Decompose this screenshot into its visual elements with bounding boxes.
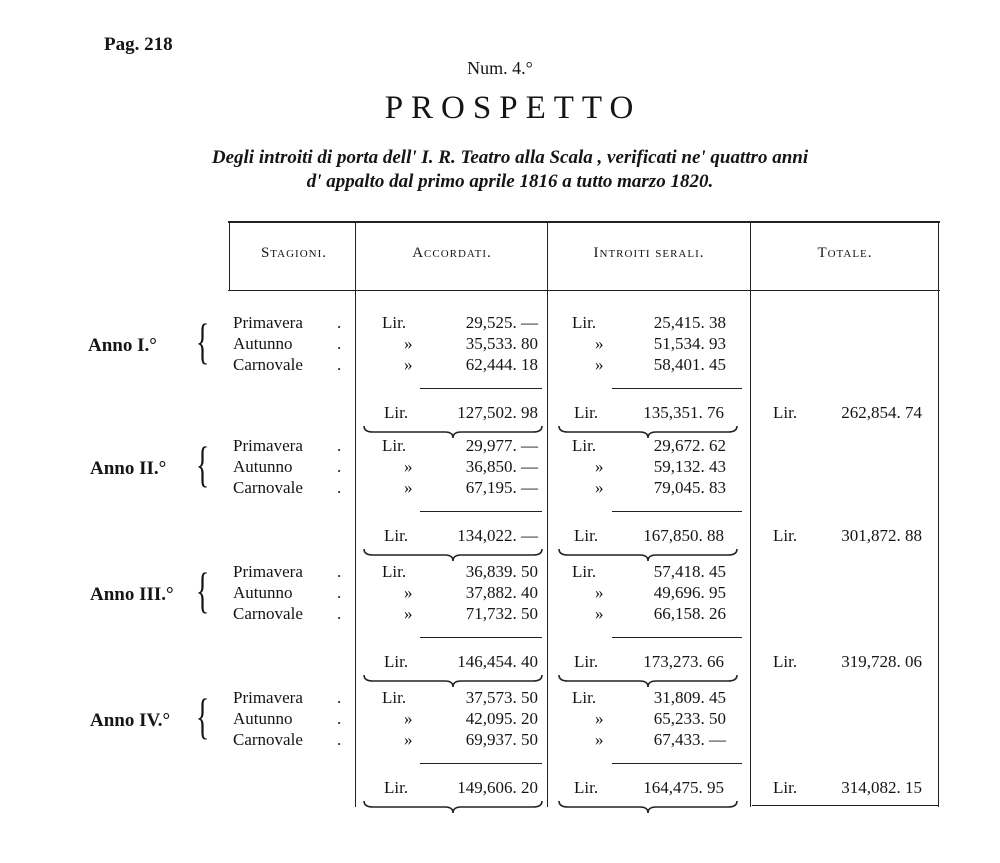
season-label: Carnovale — [233, 478, 303, 497]
leader-dot: . — [337, 457, 342, 476]
leader-dot: . — [337, 688, 342, 707]
season-label: Primavera — [233, 436, 303, 455]
left-brace: { — [196, 436, 210, 492]
year-label: Anno IV.° — [90, 710, 171, 731]
currency-label: Lir. — [382, 688, 407, 707]
accordati-value: 67,195. — — [465, 478, 538, 497]
introiti-value: 66,158. 26 — [653, 604, 726, 623]
leader-dot: . — [337, 709, 342, 728]
season-label: Autunno — [233, 457, 293, 476]
column-header-introiti-serali: Introiti serali. — [593, 245, 705, 261]
currency-label: Lir. — [773, 652, 798, 671]
season-label: Carnovale — [233, 604, 303, 623]
ditto-mark: » — [404, 334, 413, 353]
currency-label: Lir. — [572, 688, 597, 707]
currency-label: Lir. — [574, 778, 599, 797]
currency-label: Lir. — [384, 652, 409, 671]
subtotal-rule — [420, 637, 542, 638]
left-brace: { — [196, 313, 210, 369]
document-title: PROSPETTO — [384, 90, 642, 126]
introiti-value: 59,132. 43 — [653, 457, 726, 476]
currency-label: Lir. — [572, 562, 597, 581]
underbrace-introiti — [558, 674, 738, 688]
year-label: Anno I.° — [88, 335, 157, 356]
table-top-rule — [228, 221, 940, 223]
year-total: 319,728. 06 — [841, 652, 922, 671]
season-label: Carnovale — [233, 355, 303, 374]
subtotal-rule — [420, 763, 542, 764]
underbrace-accordati — [363, 800, 543, 814]
subtotal-rule — [612, 763, 742, 764]
underbrace-accordati — [363, 674, 543, 688]
currency-label: Lir. — [773, 778, 798, 797]
season-label: Carnovale — [233, 730, 303, 749]
accordati-value: 35,533. 80 — [465, 334, 538, 353]
currency-label: Lir. — [572, 436, 597, 455]
currency-label: Lir. — [773, 526, 798, 545]
year-total: 301,872. 88 — [841, 526, 922, 545]
season-label: Primavera — [233, 562, 303, 581]
leader-dot: . — [337, 583, 342, 602]
introiti-value: 51,534. 93 — [653, 334, 726, 353]
accordati-value: 37,573. 50 — [465, 688, 538, 707]
currency-label: Lir. — [574, 403, 599, 422]
accordati-value: 36,850. — — [465, 457, 538, 476]
column-rule-4 — [938, 222, 939, 807]
year-label: Anno III.° — [90, 584, 174, 605]
leader-dot: . — [337, 313, 342, 332]
header-bottom-rule — [228, 290, 940, 291]
column-rule-0 — [229, 222, 230, 290]
column-rule-1 — [355, 222, 356, 807]
year-label: Anno II.° — [90, 458, 167, 479]
column-header-stagioni: Stagioni. — [260, 245, 328, 261]
currency-label: Lir. — [384, 403, 409, 422]
accordati-subtotal: 149,606. 20 — [457, 778, 538, 797]
subtotal-rule — [420, 388, 542, 389]
introiti-value: 67,433. — — [653, 730, 726, 749]
subtotal-rule — [612, 388, 742, 389]
ditto-mark: » — [595, 730, 604, 749]
introiti-value: 58,401. 45 — [653, 355, 726, 374]
currency-label: Lir. — [574, 652, 599, 671]
leader-dot: . — [337, 436, 342, 455]
left-brace: { — [196, 688, 210, 744]
ditto-mark: » — [595, 583, 604, 602]
ditto-mark: » — [595, 457, 604, 476]
introiti-value: 79,045. 83 — [653, 478, 726, 497]
subtotal-rule — [612, 637, 742, 638]
page-number: Pag. 218 — [104, 34, 173, 55]
leader-dot: . — [337, 730, 342, 749]
introiti-value: 65,233. 50 — [653, 709, 726, 728]
table-bottom-rule — [752, 805, 939, 806]
ditto-mark: » — [404, 478, 413, 497]
year-total: 262,854. 74 — [841, 403, 922, 422]
accordati-value: 69,937. 50 — [465, 730, 538, 749]
accordati-value: 29,977. — — [465, 436, 538, 455]
ditto-mark: » — [595, 355, 604, 374]
accordati-value: 71,732. 50 — [465, 604, 538, 623]
currency-label: Lir. — [384, 778, 409, 797]
currency-label: Lir. — [574, 526, 599, 545]
introiti-value: 49,696. 95 — [653, 583, 726, 602]
accordati-subtotal: 127,502. 98 — [457, 403, 538, 422]
underbrace-accordati — [363, 548, 543, 562]
accordati-value: 29,525. — — [465, 313, 538, 332]
season-label: Autunno — [233, 709, 293, 728]
introiti-subtotal: 164,475. 95 — [643, 778, 724, 797]
table-number: Num. 4.° — [467, 58, 533, 78]
introiti-subtotal: 135,351. 76 — [643, 403, 724, 422]
currency-label: Lir. — [384, 526, 409, 545]
ditto-mark: » — [404, 730, 413, 749]
ditto-mark: » — [595, 334, 604, 353]
accordati-subtotal: 146,454. 40 — [457, 652, 538, 671]
column-rule-2 — [547, 222, 548, 807]
leader-dot: . — [337, 562, 342, 581]
underbrace-introiti — [558, 800, 738, 814]
accordati-value: 36,839. 50 — [465, 562, 538, 581]
ditto-mark: » — [595, 709, 604, 728]
currency-label: Lir. — [382, 562, 407, 581]
season-label: Autunno — [233, 334, 293, 353]
subtotal-rule — [612, 511, 742, 512]
ditto-mark: » — [595, 478, 604, 497]
currency-label: Lir. — [773, 403, 798, 422]
introiti-value: 25,415. 38 — [653, 313, 726, 332]
subtitle-line-1: Degli introiti di porta dell' I. R. Teatro alla Scala , verificati ne' quattro anni — [211, 147, 809, 168]
leader-dot: . — [337, 478, 342, 497]
accordati-value: 42,095. 20 — [465, 709, 538, 728]
year-total: 314,082. 15 — [841, 778, 922, 797]
introiti-subtotal: 173,273. 66 — [643, 652, 724, 671]
subtotal-rule — [420, 511, 542, 512]
leader-dot: . — [337, 604, 342, 623]
accordati-value: 37,882. 40 — [465, 583, 538, 602]
accordati-subtotal: 134,022. — — [457, 526, 538, 545]
currency-label: Lir. — [382, 436, 407, 455]
accordati-value: 62,444. 18 — [465, 355, 538, 374]
ditto-mark: » — [404, 583, 413, 602]
season-label: Autunno — [233, 583, 293, 602]
ditto-mark: » — [404, 355, 413, 374]
currency-label: Lir. — [382, 313, 407, 332]
leader-dot: . — [337, 334, 342, 353]
column-header-accordati: Accordati. — [412, 245, 492, 261]
column-header-totale: Totale. — [817, 245, 873, 261]
ditto-mark: » — [404, 709, 413, 728]
ditto-mark: » — [404, 604, 413, 623]
ditto-mark: » — [404, 457, 413, 476]
subtitle-line-2: d' appalto dal primo aprile 1816 a tutto marzo 1820. — [306, 171, 714, 192]
introiti-value: 57,418. 45 — [653, 562, 726, 581]
season-label: Primavera — [233, 313, 303, 332]
left-brace: { — [196, 562, 210, 618]
column-rule-3 — [750, 222, 751, 807]
season-label: Primavera — [233, 688, 303, 707]
introiti-value: 29,672. 62 — [653, 436, 726, 455]
introiti-subtotal: 167,850. 88 — [643, 526, 724, 545]
underbrace-introiti — [558, 548, 738, 562]
currency-label: Lir. — [572, 313, 597, 332]
leader-dot: . — [337, 355, 342, 374]
ditto-mark: » — [595, 604, 604, 623]
introiti-value: 31,809. 45 — [653, 688, 726, 707]
